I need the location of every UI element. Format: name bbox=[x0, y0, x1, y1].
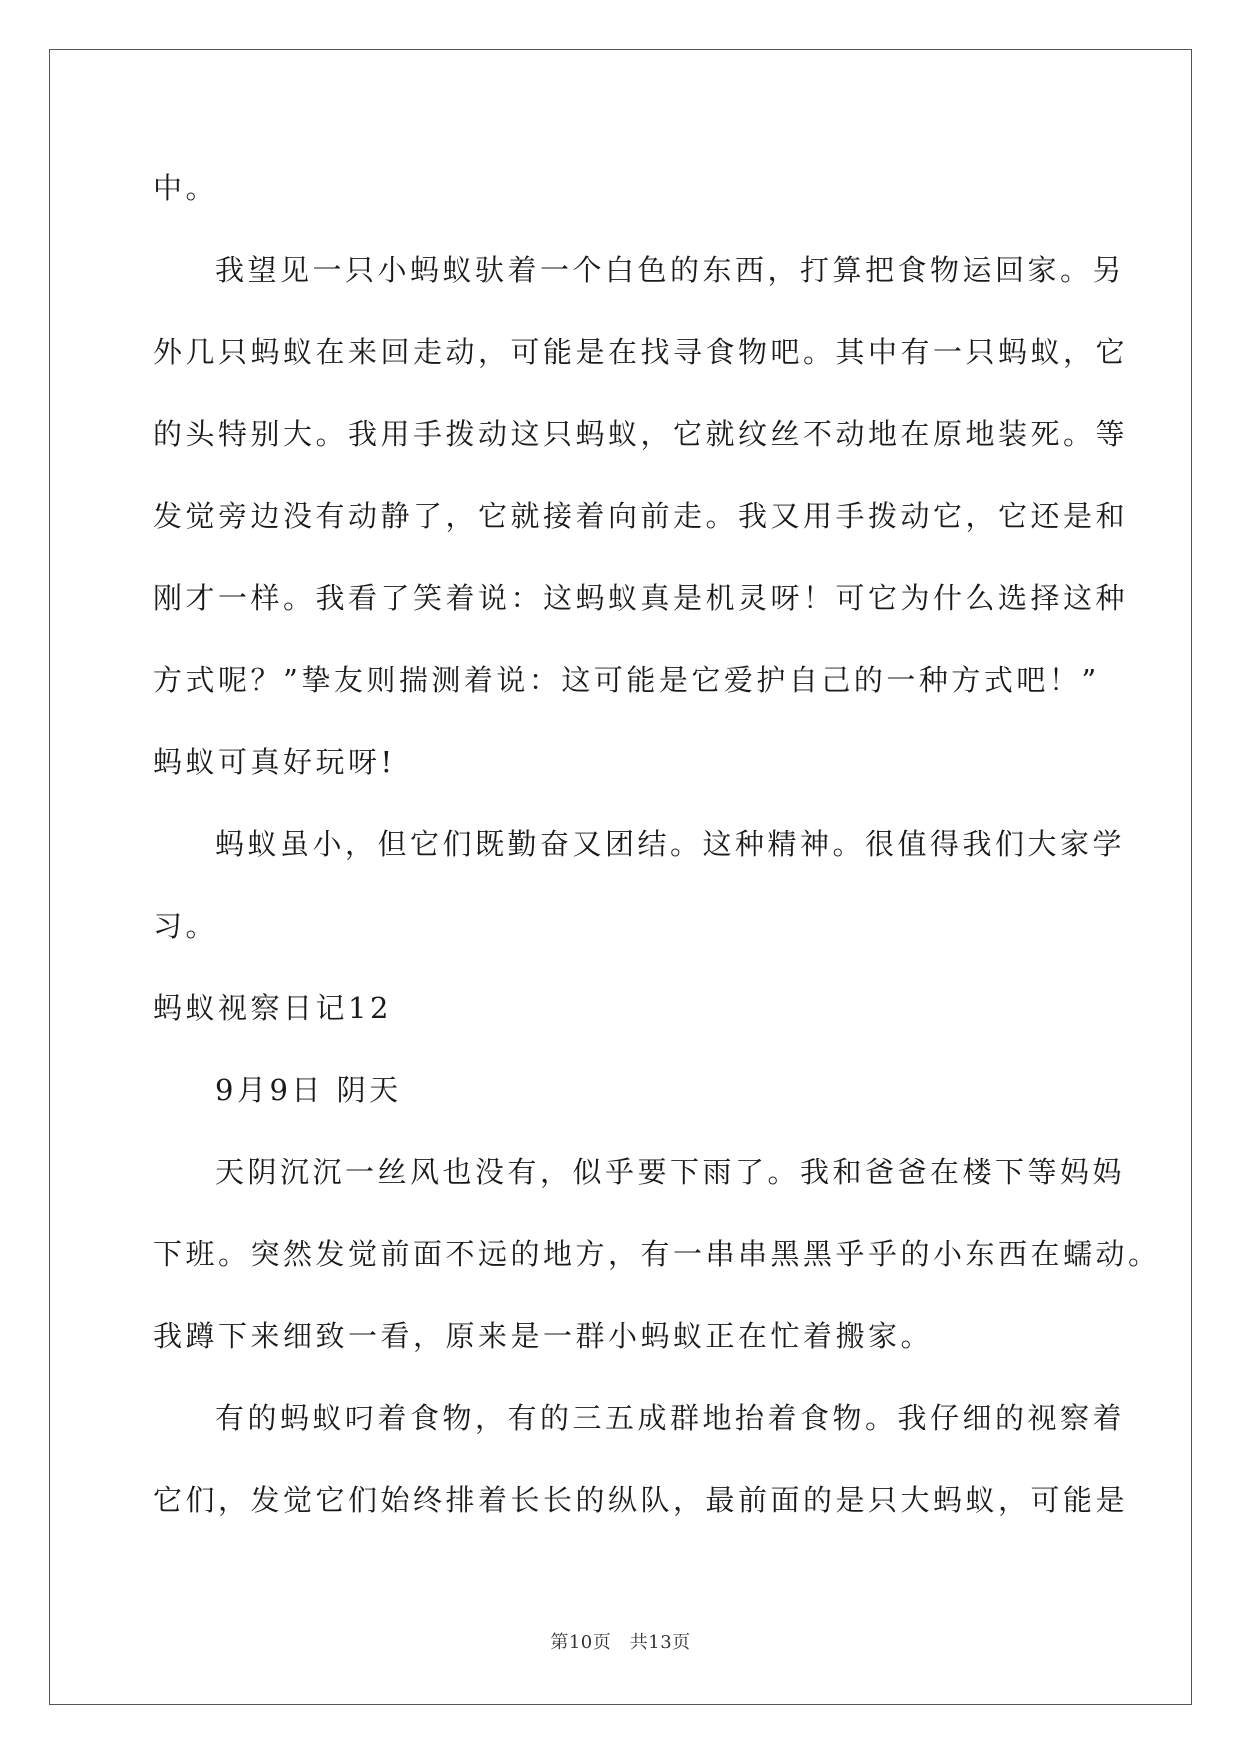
text-line: 外几只蚂蚁在来回走动，可能是在找寻食物吧。其中有一只蚂蚁，它 bbox=[153, 335, 1129, 369]
text-line: 方式呢？”挚友则揣测着说：这可能是它爱护自己的一种方式吧！” bbox=[153, 663, 1100, 697]
date-weather-line: 9月9日 阴天 bbox=[215, 1073, 402, 1107]
text-line: 我蹲下来细致一看，原来是一群小蚂蚁正在忙着搬家。 bbox=[153, 1319, 934, 1353]
text-line: 下班。突然发觉前面不远的地方，有一串串黑黑乎乎的小东西在蠕动。 bbox=[153, 1237, 1161, 1271]
document-body bbox=[153, 160, 1161, 1554]
text-line: 有的蚂蚁叼着食物，有的三五成群地抬着食物。我仔细的视察着 bbox=[215, 1401, 1126, 1435]
page-number: 第10页 共13页 bbox=[550, 1632, 691, 1653]
text-line: 的头特别大。我用手拨动这只蚂蚁，它就纹丝不动地在原地装死。等 bbox=[153, 417, 1129, 451]
text-line: 蚂蚁可真好玩呀! bbox=[153, 745, 396, 779]
text-line: 天阴沉沉一丝风也没有，似乎要下雨了。我和爸爸在楼下等妈妈 bbox=[215, 1155, 1126, 1189]
text-line: 蚂蚁虽小，但它们既勤奋又团结。这种精神。很值得我们大家学 bbox=[215, 827, 1126, 861]
text-line: 我望见一只小蚂蚁驮着一个白色的东西，打算把食物运回家。另 bbox=[215, 253, 1126, 287]
text-line: 刚才一样。我看了笑着说：这蚂蚁真是机灵呀！可它为什么选择这种 bbox=[153, 581, 1129, 615]
text-line: 它们，发觉它们始终排着长长的纵队，最前面的是只大蚂蚁，可能是 bbox=[153, 1483, 1129, 1517]
text-line: 发觉旁边没有动静了，它就接着向前走。我又用手拨动它，它还是和 bbox=[153, 499, 1129, 533]
text-line: 习。 bbox=[153, 909, 219, 943]
text-line: 中。 bbox=[153, 171, 219, 205]
section-heading: 蚂蚁视察日记12 bbox=[153, 991, 392, 1025]
